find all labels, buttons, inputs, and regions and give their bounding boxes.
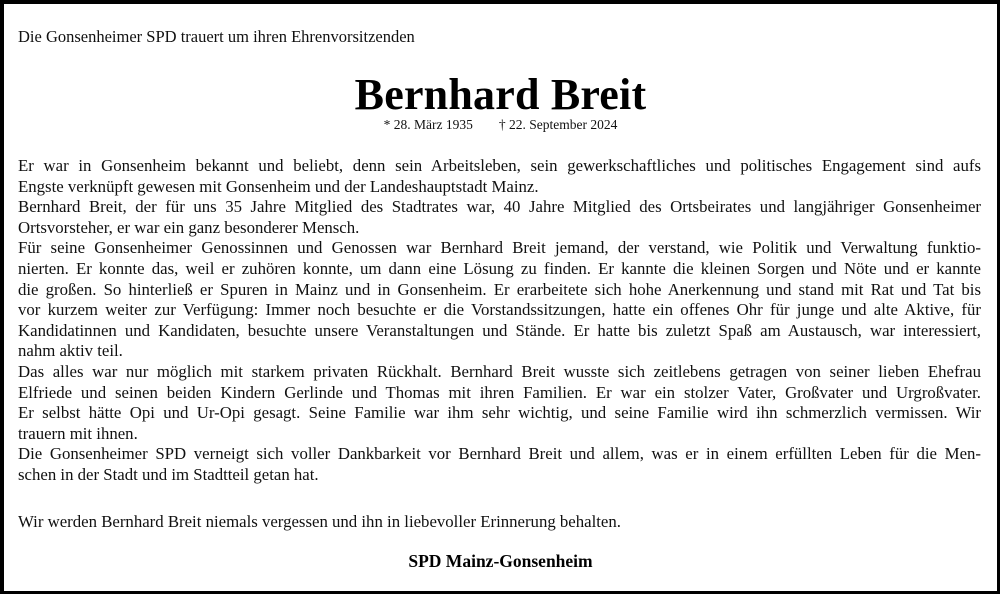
body-line: Ortsvorsteher, er war ein ganz besonderer Mensch. <box>18 217 360 237</box>
life-dates <box>4 117 997 133</box>
birth-date: * 28. März 1935 <box>383 117 473 132</box>
signature: SPD Mainz-Gonsenheim <box>408 551 593 571</box>
body-line: Bernhard Breit, der für uns 35 Jahre Mitglied des Stadtrates war, 40 Jahre Mitglied des Ortsbeirates und langjähriger Gonsenheimer <box>18 197 981 217</box>
intro-line: Die Gonsenheimer SPD trauert um ihren Ehrenvorsitzenden <box>18 27 415 46</box>
body-line: trauern mit ihnen. <box>18 423 138 443</box>
body-line: schen in der Stadt und im Stadtteil getan hat. <box>18 464 319 484</box>
body-line: Er war in Gonsenheim bekannt und beliebt, denn sein Arbeitsleben, sein gewerkschaftliches und politisches Engagement sind aufs <box>18 156 981 175</box>
deceased-name: Bernhard Breit <box>354 70 647 119</box>
obituary-body <box>18 156 981 486</box>
body-line: Engste verknüpft gewesen mit Gonsenheim und der Landeshauptstadt Mainz. <box>18 176 539 196</box>
death-date: † 22. September 2024 <box>498 117 618 132</box>
body-line: Kandidatinnen und Kandidaten, besuchte unsere Veranstaltungen und Stände. Er hatte bis zuletzt Spaß am Austausch, war interessiert, <box>18 320 981 340</box>
body-line: vor kurzem weiter zur Verfügung: Immer noch besuchte er die Vorstandssitzungen, hatte ein offenes Ohr für junge und alte Aktive, für <box>18 300 981 320</box>
body-line: Für seine Gonsenheimer Genossinnen und Genossen war Bernhard Breit jemand, der verstand, wie Politik und Verwaltung funktio- <box>18 238 981 258</box>
body-line: nahm aktiv teil. <box>18 341 123 361</box>
body-line: nierten. Er konnte das, weil er zuhören konnte, um dann eine Lösung zu finden. Er kannte die kleinen Sorgen und Nöte und er kannte <box>18 258 981 278</box>
body-line: Die Gonsenheimer SPD verneigt sich voller Dankbarkeit vor Bernhard Breit und allem, was er in einem erfüllten Leben für die Men- <box>18 444 981 464</box>
body-line: die großen. So hinterließ er Spuren in Mainz und in Gonsenheim. Er erarbeitete sich hohe Anerkennung und stand mit Rat und Tat bis <box>18 279 981 299</box>
closing-line: Wir werden Bernhard Breit niemals vergessen und ihn in liebevoller Erinnerung behalten. <box>18 512 621 531</box>
body-line: Das alles war nur möglich mit starkem privaten Rückhalt. Bernhard Breit wusste sich zeitlebens getragen von seiner lieben Ehefrau <box>18 361 981 381</box>
body-line: Er selbst hätte Opi und Ur-Opi gesagt. Seine Familie war ihm sehr wichtig, und seine Familie wird ihn schmerzlich vermissen. Wir <box>18 403 981 423</box>
body-line: Elfriede und seinen beiden Kindern Gerlinde und Thomas mit ihren Familien. Er war ein stolzer Vater, Großvater und Urgroßvater. <box>18 382 981 402</box>
